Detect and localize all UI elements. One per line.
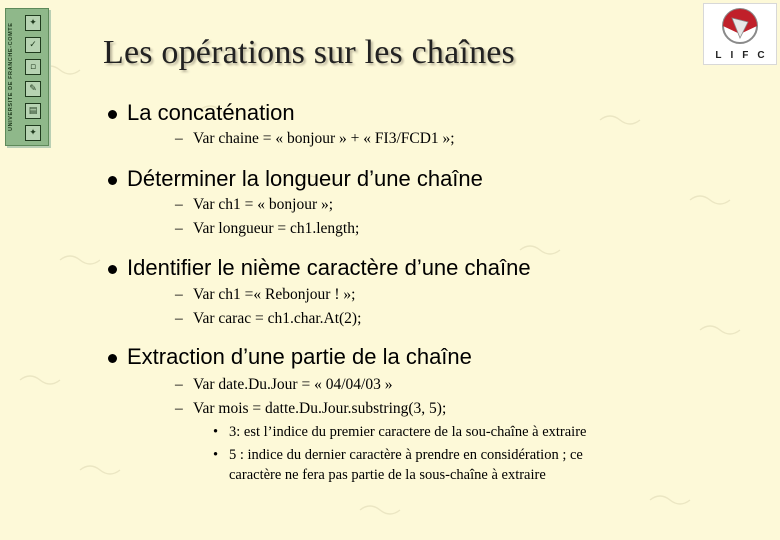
logo-glyph-icon: ▤: [25, 103, 41, 119]
logo-glyph-icon: ▫: [25, 59, 41, 75]
code-line: – Var mois = datte.Du.Jour.substring(3, 5);: [175, 400, 447, 417]
logo-glyph-icon: ✎: [25, 81, 41, 97]
logo-glyph-icon: ✦: [25, 125, 41, 141]
code-line: – Var longueur = ch1.length;: [175, 220, 360, 237]
note-line-continued: caractère ne fera pas partie de la sous-chaîne à extraire: [229, 467, 546, 483]
lifc-letters: LIFC: [715, 50, 774, 61]
lifc-emblem-icon: [704, 4, 776, 48]
section-heading: Déterminer la longueur d’une chaîne: [127, 166, 483, 191]
code-line: – Var date.Du.Jour = « 04/04/03 »: [175, 376, 393, 393]
code-line: – Var carac = ch1.char.At(2);: [175, 310, 362, 327]
lifc-logo: [703, 3, 777, 65]
university-name: UNIVERSITE DE FRANCHE-COMTE: [8, 22, 14, 132]
section-heading: Extraction d’une partie de la chaîne: [127, 344, 472, 369]
bullet-icon: [108, 265, 117, 274]
bullet-icon: [108, 176, 117, 185]
code-line: – Var chaine = « bonjour » + « FI3/FCD1 »;: [175, 130, 455, 147]
code-line: – Var ch1 =« Rebonjour ! »;: [175, 286, 356, 303]
section-heading: Identifier le nième caractère d’une chaîne: [127, 255, 531, 280]
university-logo: [5, 8, 49, 146]
bullet-icon: [108, 354, 117, 363]
bullet-icon: [108, 110, 117, 119]
code-line: – Var ch1 = « bonjour »;: [175, 196, 334, 213]
logo-glyph-icon: ✓: [25, 37, 41, 53]
note-line: • 3: est l’indice du premier caractere de la sou-chaîne à extraire: [213, 424, 587, 440]
note-line: • 5 : indice du dernier caractère à prendre en considération ; ce: [213, 447, 583, 463]
section-heading: La concaténation: [127, 100, 295, 125]
slide-title: Les opérations sur les chaînes: [103, 34, 515, 71]
logo-glyph-icon: ✦: [25, 15, 41, 31]
